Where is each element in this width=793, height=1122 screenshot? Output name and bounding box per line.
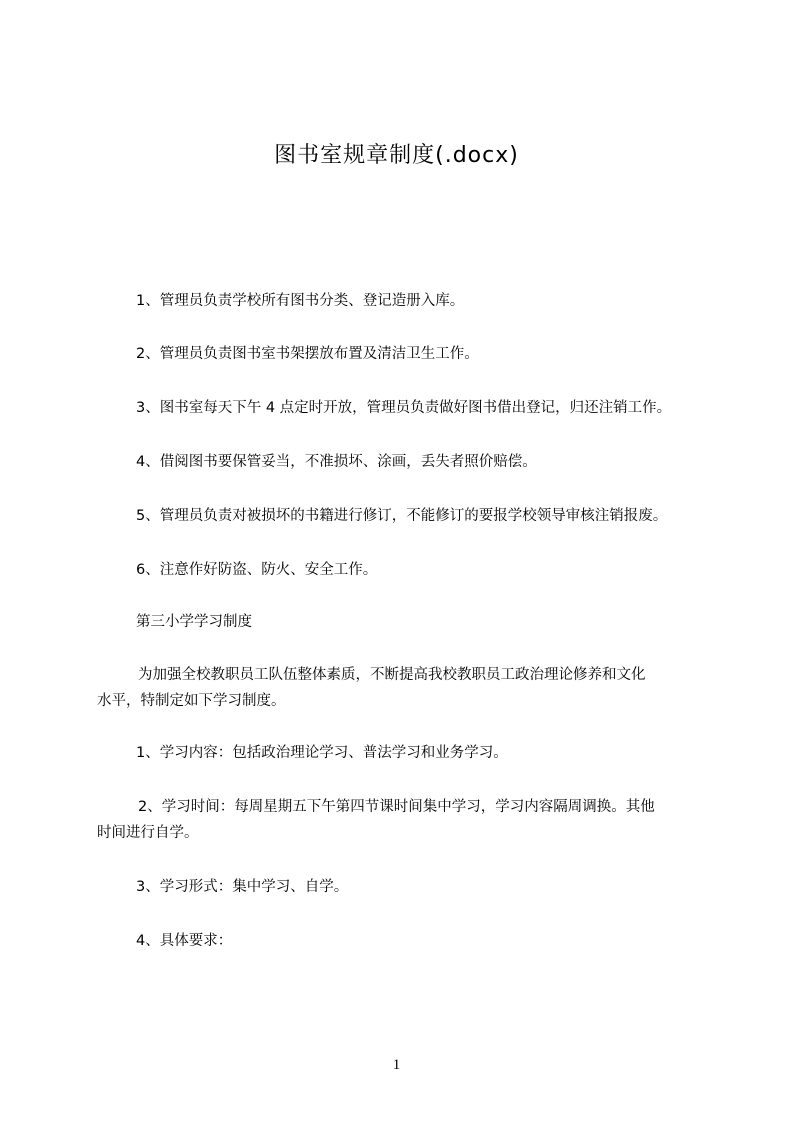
study-item-2-line-1: 2、学习时间：每周星期五下午第四节课时间集中学习，学习内容隔周调换。其他 [138,799,655,815]
intro-paragraph-line-2: 水平，特制定如下学习制度。 [97,693,286,709]
document-title: 图书室规章制度(.docx) [274,143,519,168]
section-heading: 第三小学学习制度 [136,614,252,630]
study-item-4: 4、具体要求： [136,933,233,949]
study-item-1: 1、学习内容：包括政治理论学习、普法学习和业务学习。 [136,745,508,761]
study-item-2-line-2: 时间进行自学。 [97,825,199,841]
rule-item-1: 1、管理员负责学校所有图书分类、登记造册入库。 [136,293,465,309]
rule-item-4: 4、借阅图书要保管妥当，不准损坏、涂画，丢失者照价赔偿。 [136,454,537,470]
rule-item-6: 6、注意作好防盗、防火、安全工作。 [136,562,378,578]
rule-item-2: 2、管理员负责图书室书架摆放布置及清洁卫生工作。 [136,346,479,362]
study-item-3: 3、学习形式：集中学习、自学。 [136,879,349,895]
rule-item-5: 5、管理员负责对被损坏的书籍进行修订，不能修订的要报学校领导审核注销报废。 [136,508,668,524]
page-number: 1 [392,1057,401,1073]
rule-item-3: 3、图书室每天下午 4 点定时开放，管理员负责做好图书借出登记，归还注销工作。 [136,400,672,416]
intro-paragraph-line-1: 为加强全校教职员工队伍整体素质，不断提高我校教职员工政治理论修养和文化 [138,667,646,683]
